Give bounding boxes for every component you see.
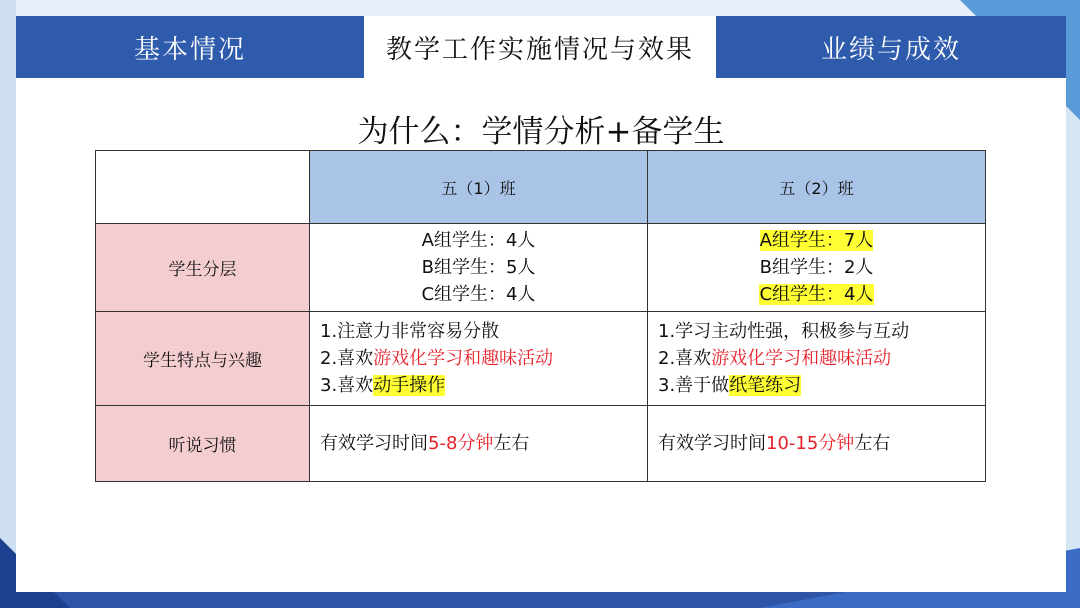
row-label-habits: 听说习惯 xyxy=(96,406,310,482)
frame-top-border xyxy=(0,0,1080,16)
highlighted-text: 动手操作 xyxy=(373,375,446,396)
frame-left-border xyxy=(0,0,16,608)
highlighted-text: C组学生：4人 xyxy=(759,284,874,305)
traits-class-1: 1.注意力非常容易分散 2.喜欢游戏化学习和趣味活动 3.喜欢动手操作 xyxy=(310,312,648,406)
table-row-habits xyxy=(96,406,986,482)
row-label-layering: 学生分层 xyxy=(96,224,310,312)
traits-class-2: 1.学习主动性强，积极参与互动 2.喜欢游戏化学习和趣味活动 3.善于做纸笔练习 xyxy=(648,312,986,406)
habits-class-2: 有效学习时间10-15分钟左右 xyxy=(648,406,986,482)
header-class-1: 五（1）班 xyxy=(310,151,648,224)
list-item: 1.注意力非常容易分散 xyxy=(320,321,500,342)
highlighted-text: 纸笔练习 xyxy=(729,375,802,396)
list-item: B组学生：5人 xyxy=(421,257,536,278)
habits-class-1: 有效学习时间5-8分钟左右 xyxy=(310,406,648,482)
slide-canvas xyxy=(16,16,1066,592)
highlighted-text: A组学生：7人 xyxy=(759,230,874,251)
table-row-traits xyxy=(96,312,986,406)
row-label-traits: 学生特点与兴趣 xyxy=(96,312,310,406)
list-item: B组学生：2人 xyxy=(759,257,874,278)
tab-teaching-implementation[interactable]: 教学工作实施情况与效果 xyxy=(364,16,716,78)
section-tab-bar xyxy=(16,16,1066,78)
tab-basic-info[interactable]: 基本情况 xyxy=(133,34,246,65)
tab-achievements[interactable]: 业绩与成效 xyxy=(820,34,961,65)
layering-class-1 xyxy=(310,224,648,312)
layering-class-2 xyxy=(648,224,986,312)
list-item: 1.学习主动性强，积极参与互动 xyxy=(658,321,910,342)
table-row-layering xyxy=(96,224,986,312)
header-class-2: 五（2）班 xyxy=(648,151,986,224)
analysis-table xyxy=(95,150,986,482)
table-header-row xyxy=(96,151,986,224)
table-corner-cell xyxy=(96,151,310,224)
emphasis-text: 5-8分钟 xyxy=(428,433,494,454)
emphasis-text: 10-15分钟 xyxy=(766,433,855,454)
emphasis-text: 游戏化学习和趣味活动 xyxy=(711,348,892,369)
page-title: 为什么：学情分析+备学生 xyxy=(357,114,725,150)
emphasis-text: 游戏化学习和趣味活动 xyxy=(373,348,554,369)
list-item: C组学生：4人 xyxy=(421,284,536,305)
list-item: A组学生：4人 xyxy=(421,230,536,251)
